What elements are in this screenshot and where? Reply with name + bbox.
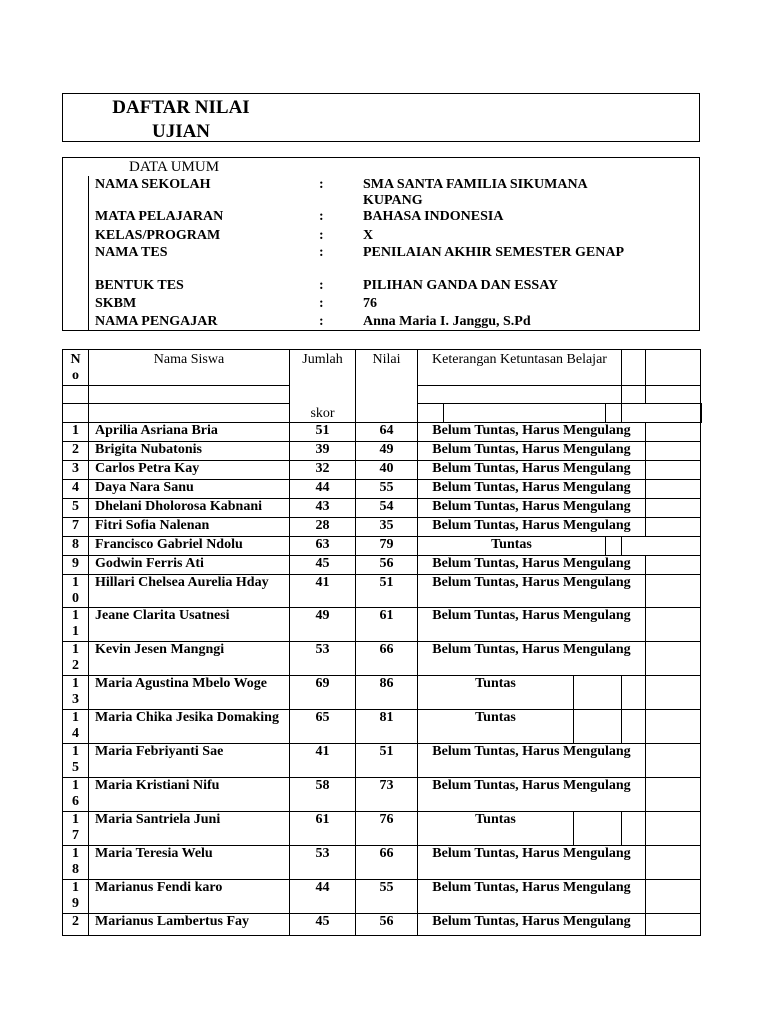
row-number: 5 <box>63 499 89 518</box>
student-name: Maria Kristiani Nifu <box>89 778 290 812</box>
empty-cell <box>622 676 646 710</box>
row-number: 19 <box>63 880 89 914</box>
completion-status: Belum Tuntas, Harus Mengulang <box>418 846 646 880</box>
student-name: Daya Nara Sanu <box>89 480 290 499</box>
completion-status: Belum Tuntas, Harus Mengulang <box>418 556 646 575</box>
completion-status: Belum Tuntas, Harus Mengulang <box>418 642 646 676</box>
info-label: NAMA TES <box>95 245 168 260</box>
empty-cell <box>646 880 701 914</box>
subheader-empty-cell <box>418 385 622 404</box>
completion-status: Belum Tuntas, Harus Mengulang <box>418 423 646 442</box>
table-row <box>63 676 702 710</box>
empty-cell <box>606 537 622 556</box>
completion-status: Belum Tuntas, Harus Mengulang <box>418 461 646 480</box>
info-value: PILIHAN GANDA DAN ESSAY <box>363 278 559 293</box>
completion-status: Belum Tuntas, Harus Mengulang <box>418 744 646 778</box>
empty-cell <box>622 710 646 744</box>
grade-value: 40 <box>356 461 418 480</box>
info-value: PENILAIAN AKHIR SEMESTER GENAP <box>363 245 624 260</box>
total-score: 61 <box>290 812 356 846</box>
row-number: 17 <box>63 812 89 846</box>
grade-value: 64 <box>356 423 418 442</box>
table-row <box>63 778 702 812</box>
subheader-empty-cell <box>646 385 701 404</box>
student-name: Brigita Nubatonis <box>89 442 290 461</box>
info-value: BAHASA INDONESIA <box>363 209 504 224</box>
grade-value: 56 <box>356 556 418 575</box>
total-score: 39 <box>290 442 356 461</box>
empty-cell <box>646 744 701 778</box>
student-name: Fitri Sofia Nalenan <box>89 518 290 537</box>
completion-status: Tuntas <box>418 537 606 556</box>
info-label: NAMA SEKOLAH <box>95 177 211 192</box>
total-score: 41 <box>290 575 356 608</box>
empty-cell <box>646 914 701 936</box>
info-value: X <box>363 228 374 243</box>
page-title: DAFTAR NILAI UJIAN <box>112 97 250 142</box>
subheader-empty-cell <box>418 404 444 423</box>
grade-value: 86 <box>356 676 418 710</box>
table-row <box>63 608 702 642</box>
empty-cell <box>646 608 701 642</box>
info-divider <box>88 176 89 331</box>
table-row <box>63 556 702 575</box>
subheader-empty-cell <box>622 385 646 404</box>
grade-value: 54 <box>356 499 418 518</box>
total-score: 58 <box>290 778 356 812</box>
header-nilai: Nilai <box>356 350 418 423</box>
completion-status: Tuntas <box>418 812 574 846</box>
total-score: 45 <box>290 914 356 936</box>
completion-status: Belum Tuntas, Harus Mengulang <box>418 518 646 537</box>
student-name: Maria Santriela Juni <box>89 812 290 846</box>
info-value: 76 <box>363 296 377 311</box>
grade-value: 66 <box>356 642 418 676</box>
header-jumlah-label: Jumlah <box>302 352 343 367</box>
general-data-box <box>62 157 700 331</box>
row-number: 14 <box>63 710 89 744</box>
completion-status: Belum Tuntas, Harus Mengulang <box>418 914 646 936</box>
grades-table <box>62 349 702 936</box>
total-score: 41 <box>290 744 356 778</box>
header-skor-label: skor <box>310 406 335 421</box>
row-number: 15 <box>63 744 89 778</box>
total-score: 44 <box>290 480 356 499</box>
subheader-empty-cell <box>444 404 606 423</box>
total-score: 44 <box>290 880 356 914</box>
row-number: 11 <box>63 608 89 642</box>
student-name: Marianus Fendi karo <box>89 880 290 914</box>
student-name: Maria Teresia Welu <box>89 846 290 880</box>
table-row <box>63 537 702 556</box>
row-number: 7 <box>63 518 89 537</box>
table-row <box>63 480 702 499</box>
row-number: 2 <box>63 442 89 461</box>
empty-cell <box>646 461 701 480</box>
subheader-empty-cell <box>63 404 89 423</box>
grade-value: 51 <box>356 744 418 778</box>
header-name: Nama Siswa <box>89 350 290 386</box>
completion-status: Belum Tuntas, Harus Mengulang <box>418 880 646 914</box>
info-colon: : <box>319 209 324 224</box>
table-row <box>63 499 702 518</box>
grade-value: 35 <box>356 518 418 537</box>
grade-value: 81 <box>356 710 418 744</box>
total-score: 53 <box>290 846 356 880</box>
grade-value: 55 <box>356 480 418 499</box>
subheader-empty-cell <box>63 385 89 404</box>
row-number: 18 <box>63 846 89 880</box>
row-number: 10 <box>63 575 89 608</box>
table-row <box>63 744 702 778</box>
student-name: Marianus Lambertus Fay <box>89 914 290 936</box>
table-row <box>63 423 702 442</box>
student-name: Aprilia Asriana Bria <box>89 423 290 442</box>
student-name: Kevin Jesen Mangngi <box>89 642 290 676</box>
info-colon: : <box>319 296 324 311</box>
total-score: 63 <box>290 537 356 556</box>
total-score: 43 <box>290 499 356 518</box>
completion-status: Belum Tuntas, Harus Mengulang <box>418 575 646 608</box>
row-number: 8 <box>63 537 89 556</box>
table-row <box>63 914 702 936</box>
grade-value: 76 <box>356 812 418 846</box>
student-name: Jeane Clarita Usatnesi <box>89 608 290 642</box>
info-colon: : <box>319 245 324 260</box>
empty-cell <box>646 442 701 461</box>
header-keterangan: Keterangan Ketuntasan Belajar <box>418 350 622 386</box>
completion-status: Belum Tuntas, Harus Mengulang <box>418 778 646 812</box>
empty-cell <box>646 812 701 846</box>
empty-cell <box>646 778 701 812</box>
table-row <box>63 442 702 461</box>
row-number: 4 <box>63 480 89 499</box>
empty-cell <box>646 676 701 710</box>
student-name: Maria Febriyanti Sae <box>89 744 290 778</box>
empty-cell <box>646 423 701 442</box>
total-score: 28 <box>290 518 356 537</box>
row-number: 9 <box>63 556 89 575</box>
empty-cell <box>622 537 701 556</box>
student-name: Dhelani Dholorosa Kabnani <box>89 499 290 518</box>
student-name: Francisco Gabriel Ndolu <box>89 537 290 556</box>
info-label: SKBM <box>95 296 137 311</box>
total-score: 65 <box>290 710 356 744</box>
table-row <box>63 812 702 846</box>
empty-cell <box>646 710 701 744</box>
info-colon: : <box>319 314 324 329</box>
empty-cell <box>646 518 701 537</box>
total-score: 45 <box>290 556 356 575</box>
subheader-empty-cell <box>622 404 701 423</box>
total-score: 69 <box>290 676 356 710</box>
info-label: NAMA PENGAJAR <box>95 314 218 329</box>
info-colon: : <box>319 278 324 293</box>
row-number: 16 <box>63 778 89 812</box>
empty-cell <box>646 642 701 676</box>
table-row <box>63 518 702 537</box>
empty-cell <box>646 846 701 880</box>
general-data-heading: DATA UMUM <box>129 159 220 175</box>
table-row <box>63 575 702 608</box>
empty-cell <box>646 556 701 575</box>
row-number: 1 <box>63 423 89 442</box>
row-number: 13 <box>63 676 89 710</box>
table-row <box>63 461 702 480</box>
student-name: Godwin Ferris Ati <box>89 556 290 575</box>
info-colon: : <box>319 177 324 192</box>
empty-cell <box>574 812 622 846</box>
info-label: KELAS/PROGRAM <box>95 228 221 243</box>
header-no: No <box>63 350 89 386</box>
completion-status: Belum Tuntas, Harus Mengulang <box>418 442 646 461</box>
completion-status: Belum Tuntas, Harus Mengulang <box>418 608 646 642</box>
grade-value: 66 <box>356 846 418 880</box>
grade-value: 79 <box>356 537 418 556</box>
total-score: 53 <box>290 642 356 676</box>
info-label: MATA PELAJARAN <box>95 209 224 224</box>
total-score: 49 <box>290 608 356 642</box>
table-row <box>63 710 702 744</box>
table-header-row <box>63 350 702 386</box>
info-value: Anna Maria I. Janggu, S.Pd <box>363 314 531 329</box>
row-number: 2 <box>63 914 89 936</box>
student-name: Hillari Chelsea Aurelia Hday <box>89 575 290 608</box>
grade-value: 55 <box>356 880 418 914</box>
completion-status: Belum Tuntas, Harus Mengulang <box>418 499 646 518</box>
table-row <box>63 642 702 676</box>
empty-cell <box>622 812 646 846</box>
subheader-empty-cell <box>89 404 290 423</box>
empty-cell <box>574 710 622 744</box>
total-score: 32 <box>290 461 356 480</box>
empty-cell <box>646 480 701 499</box>
empty-cell <box>646 575 701 608</box>
header-empty-cell <box>646 350 701 386</box>
completion-status: Belum Tuntas, Harus Mengulang <box>418 480 646 499</box>
info-value: SMA SANTA FAMILIA SIKUMANA KUPANG <box>363 177 587 208</box>
student-name: Maria Chika Jesika Domaking <box>89 710 290 744</box>
grade-value: 61 <box>356 608 418 642</box>
student-name: Carlos Petra Kay <box>89 461 290 480</box>
completion-status: Tuntas <box>418 710 574 744</box>
grade-value: 49 <box>356 442 418 461</box>
row-number: 12 <box>63 642 89 676</box>
grade-value: 56 <box>356 914 418 936</box>
table-row <box>63 880 702 914</box>
grade-value: 51 <box>356 575 418 608</box>
empty-cell <box>574 676 622 710</box>
header-empty-cell <box>622 350 646 386</box>
row-number: 3 <box>63 461 89 480</box>
info-label: BENTUK TES <box>95 278 184 293</box>
title-box <box>62 93 700 142</box>
total-score: 51 <box>290 423 356 442</box>
grade-value: 73 <box>356 778 418 812</box>
empty-cell <box>646 499 701 518</box>
completion-status: Tuntas <box>418 676 574 710</box>
info-colon: : <box>319 228 324 243</box>
subheader-empty-cell <box>701 404 702 423</box>
header-jumlah <box>290 350 356 423</box>
student-name: Maria Agustina Mbelo Woge <box>89 676 290 710</box>
subheader-empty-cell <box>606 404 622 423</box>
table-row <box>63 846 702 880</box>
subheader-empty-cell <box>89 385 290 404</box>
